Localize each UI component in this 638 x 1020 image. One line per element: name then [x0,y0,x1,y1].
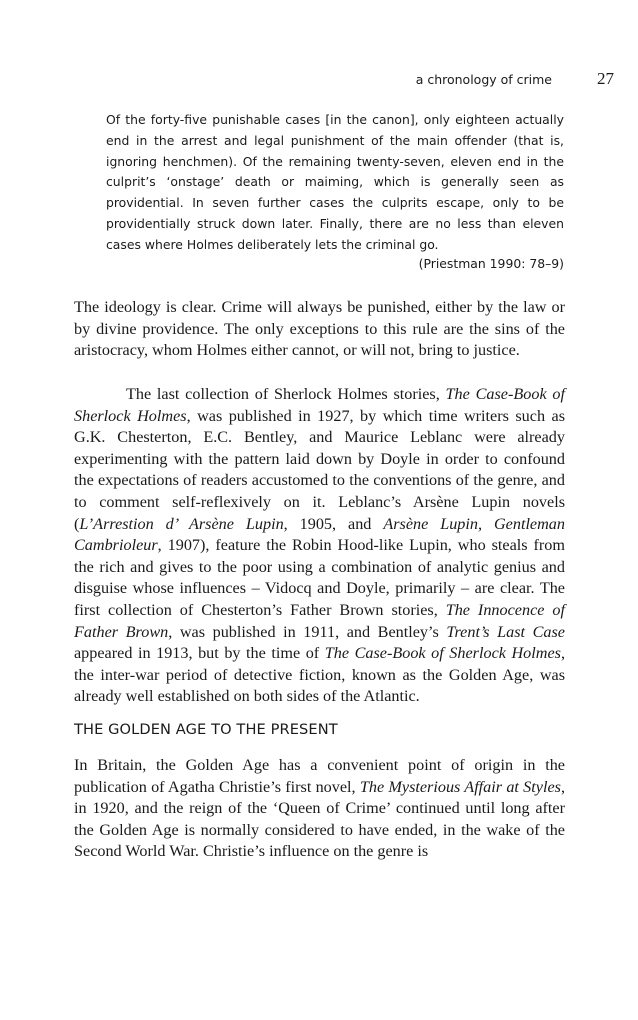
text-span: , was published in 1927, by which time writers such as G.K. Chesterton, E.C. Bentley, and Maurice Leblanc were already experimenting with the pattern laid down by Doyle in order to confound the expectations of readers accustomed to the conventions of the genre, and to comment self-reflexively on it. Leblanc’s Arsène Lupin novels ( [74,406,565,533]
book-title: Trent’s Last Case [446,622,565,641]
text-span: , 1907), feature the Robin Hood-like Lupin, who steals from the rich and gives to the poor using a combination of analytic genius and disguise whose influences – Vidocq and Doyle, primarily – are clear. The first collection of Chesterton’s Father Brown stories, [74,536,565,619]
paragraph-golden-age [74,755,565,863]
book-title: The Case-Book of Sherlock Holmes [324,644,561,663]
text-span: , in 1920, and the reign of the ‘Queen of Crime’ continued until long after the Golden Age is normally considered to have ended, in the wake of the Second World War. Christie’s influence on the genre is [74,777,565,861]
running-head: a chronology of crime [415,72,552,87]
quote-citation: (Priestman 1990: 78–9) [418,256,564,271]
page-number: 27 [597,69,614,88]
book-title: L’Arrestion d’ Arsène Lupin [79,514,284,533]
book-title: Arsène Lupin, Gentleman Cambrioleur [74,514,565,555]
text-span: appeared in 1913, but by the time of [74,644,325,663]
paragraph-last-collection [74,384,565,708]
text-span: , 1905, and [283,514,384,533]
text-span: The last collection of Sherlock Holmes stories, [126,385,446,403]
book-title: The Innocence of Father Brown [74,600,565,641]
section-heading: THE GOLDEN AGE TO THE PRESENT [74,721,338,738]
text-span: In Britain, the Golden Age has a convenient point of origin in the publication of Agatha Christie’s first novel, [74,756,565,796]
book-title: The Case-Book of Sherlock Holmes [74,385,565,425]
book-title: The Mysterious Affair at Styles [359,777,561,796]
block-quote: Of the forty-five punishable cases [in the canon], only eighteen actually end in the arrest and legal punishment of the main offender (that is, ignoring henchmen). Of the remaining twenty-seven, eleven end in the culprit’s ‘onstage’ death or maiming, which is generally seen as providential. In seven further cases the culprits escape, only to be providentially struck down later. Finally, there are no less than eleven cases where Holmes deliberately lets the criminal go. [106,112,564,252]
text-span: , was published in 1911, and Bentley’s [168,622,447,641]
text-span: , the inter-war period of detective fiction, known as the Golden Age, was already well established on both sides of the Atlantic. [74,644,565,706]
paragraph-ideology: The ideology is clear. Crime will always be punished, either by the law or by divine providence. The only exceptions to this rule are the sins of the aristocracy, whom Holmes either cannot, or will not, bring to justice. [74,298,565,360]
